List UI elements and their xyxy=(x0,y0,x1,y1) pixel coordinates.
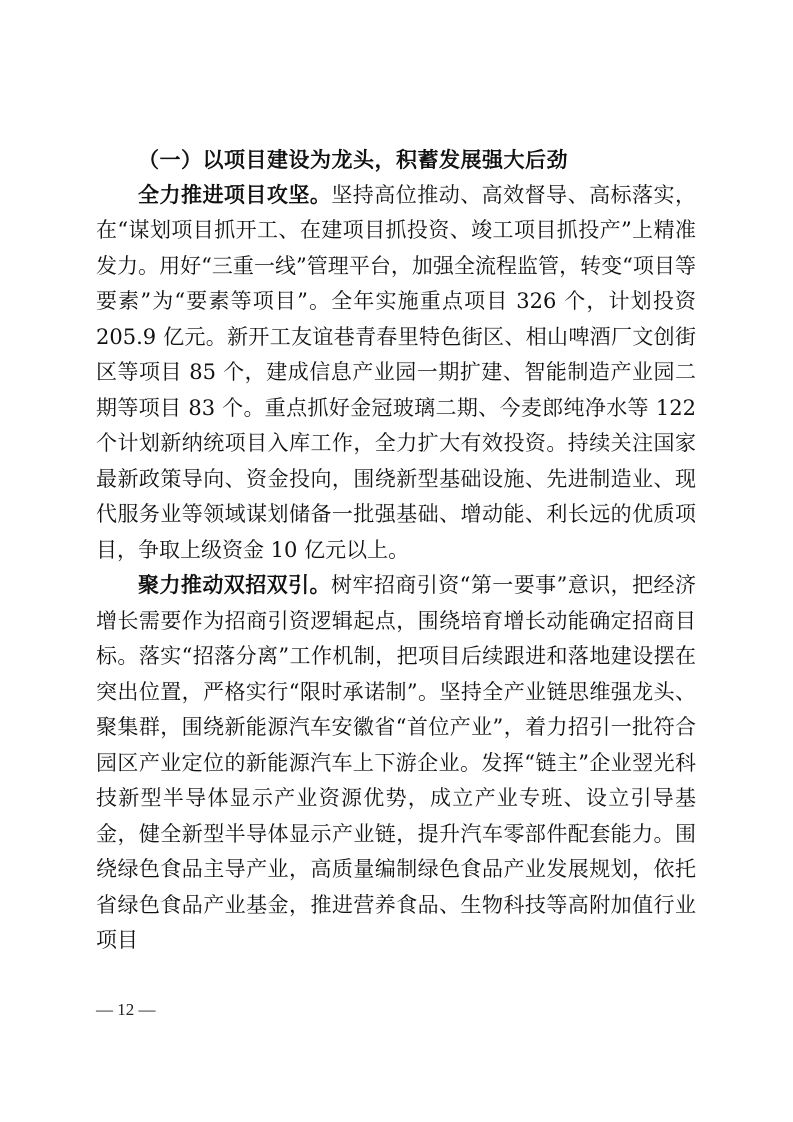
paragraph-lead: 聚力推动双招双引。 xyxy=(138,573,331,597)
paragraph-text: 坚持高位推动、高效督导、高标落实，在“谋划项目抓开工、在建项目抓投资、竣工项目抓投产”上精准发力。用好“三重一线”管理平台，加强全流程监管，转变“项目等要素”为“要素等项目”。全年实施重点项目 326 个，计划投资 205.9 亿元。新开工友谊巷青春里特色街区、相山啤酒厂文创街区等项目 85 个，建成信息产业园一期扩建、智能制造产业园二期等项目 83 个。重点抓好金冠玻璃二期、今麦郎纯净水等 122 个计划新纳统项目入库工作，全力扩大有效投资。持续关注国家最新政策导向、资金投向，围绕新型基础设施、先进制造业、现代服务业等领域谋划储备一批强基础、增动能、利长远的优质项目，争取上级资金 10 亿元以上。 xyxy=(96,182,697,562)
paragraph-project-push xyxy=(96,178,696,569)
paragraph-lead: 全力推进项目攻坚。 xyxy=(138,182,332,207)
page-content xyxy=(96,142,696,959)
paragraph-investment-attraction xyxy=(96,568,696,959)
page-number: — 12 — xyxy=(96,1000,156,1019)
section-heading: （一）以项目建设为龙头，积蓄发展强大后劲 xyxy=(138,147,568,172)
paragraph-text: 树牢招商引资“第一要事”意识，把经济增长需要作为招商引资逻辑起点，围绕培育增长动能确定招商目标。落实“招落分离”工作机制，把项目后续跟进和落地建设摆在突出位置，严格实行“限时承诺制”。坚持全产业链思维强龙头、聚集群，围绕新能源汽车安徽省“首位产业”，着力招引一批符合园区产业定位的新能源汽车上下游企业。发挥“链主”企业翌光科技新型半导体显示产业资源优势，成立产业专班、设立引导基金，健全新型半导体显示产业链，提升汽车零部件配套能力。围绕绿色食品主导产业，高质量编制绿色食品产业发展规划，依托省绿色食品产业基金，推进营养食品、生物科技等高附加值行业项目 xyxy=(96,573,696,952)
